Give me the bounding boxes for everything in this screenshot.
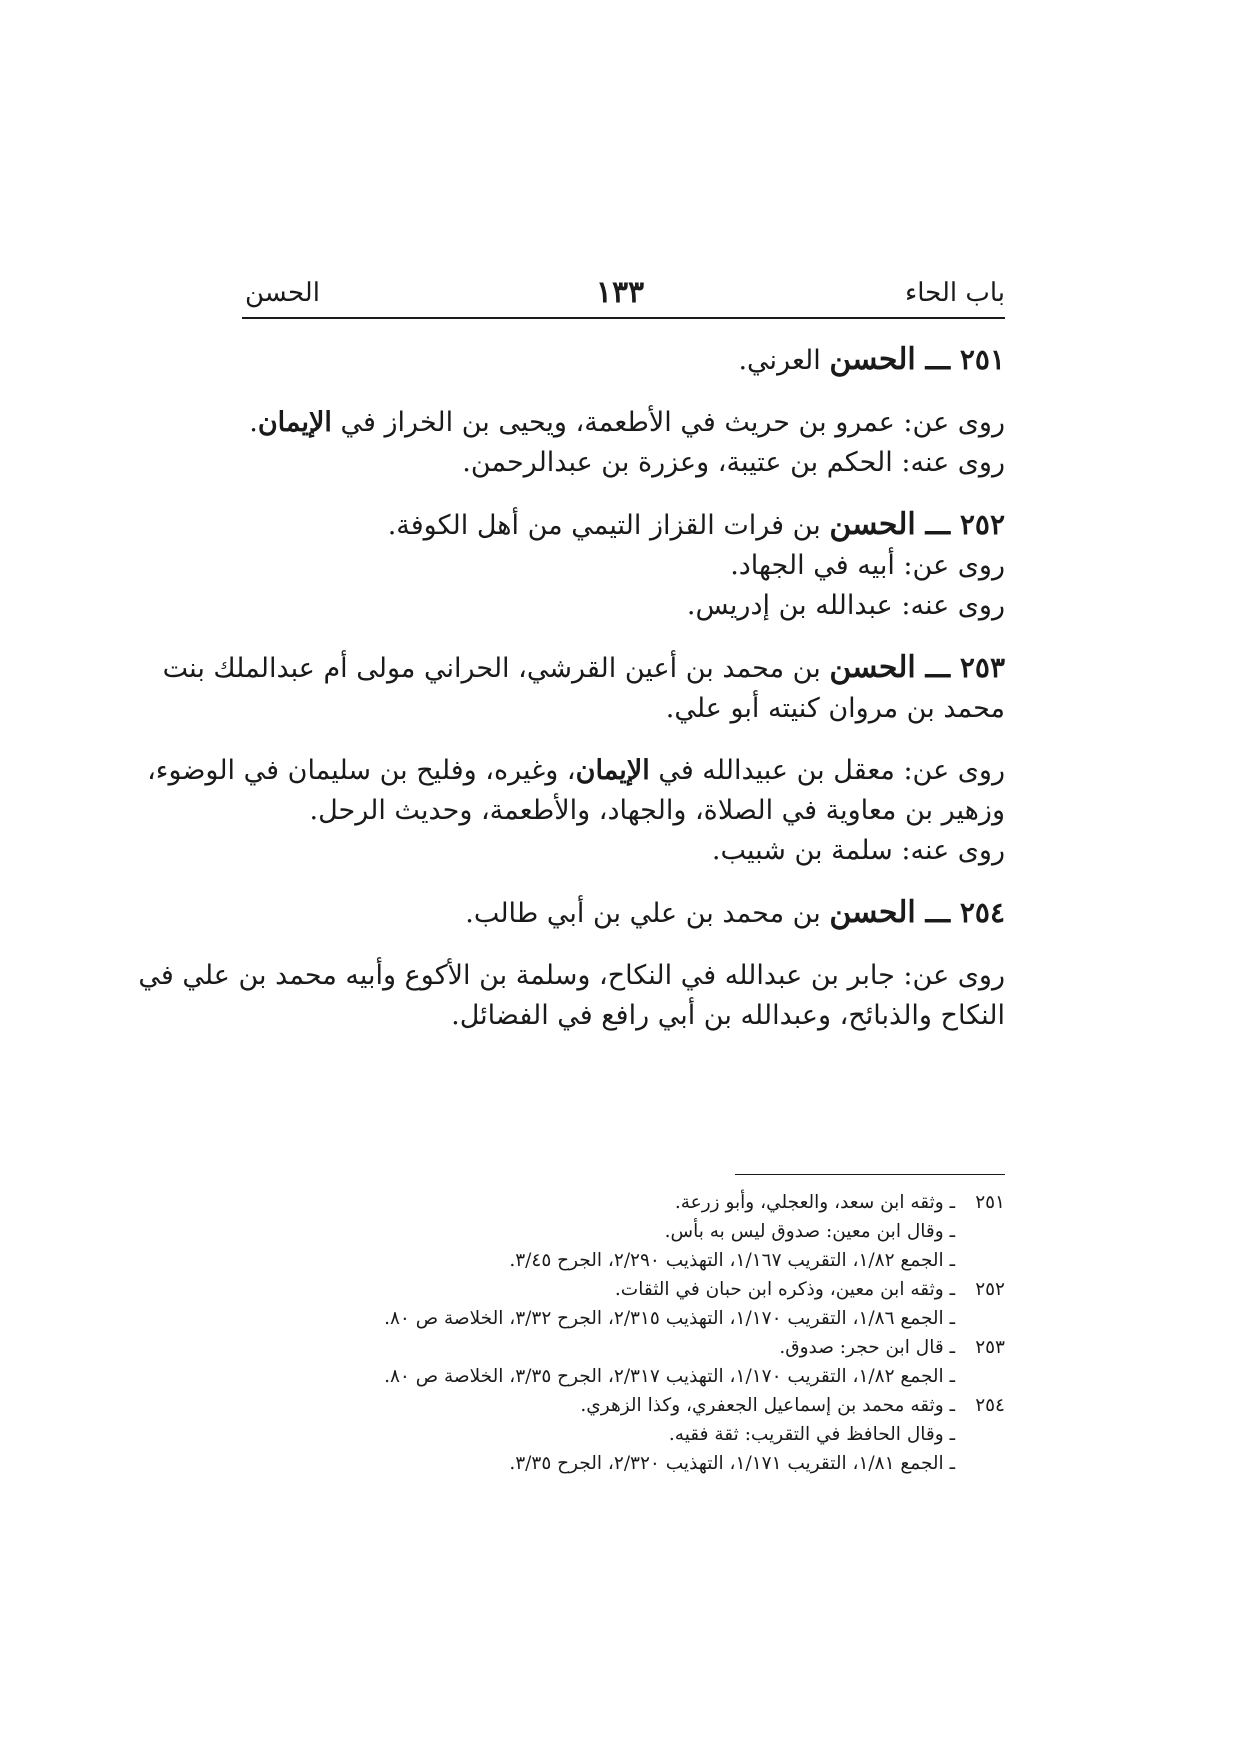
entry-dash: ـــ xyxy=(915,651,960,684)
footnote-text: ـ وقال الحافظ في التقريب: ثقة فقيه. xyxy=(668,1424,955,1445)
footnote-line xyxy=(242,1391,1005,1420)
text-segment: روى عن: عمرو بن حريث في الأطعمة، ويحيى بن الخراز في xyxy=(331,407,1005,438)
entry-number: ٢٥١ xyxy=(959,343,1005,376)
bold-term: الإيمان xyxy=(575,755,650,786)
text-segment: روى عنه: عبدالله بن إدريس. xyxy=(686,590,1005,621)
footnote-rule xyxy=(735,1174,1005,1175)
paragraph-gap xyxy=(242,381,1005,403)
text-line xyxy=(242,996,1005,1036)
paragraph-gap xyxy=(242,934,1005,956)
footnote-line xyxy=(242,1420,1005,1449)
footnote-text: ـ الجمع ١/٨٦، التقريب ١/١٧٠، التهذيب ٢/٣١٥، الجرح ٣/٣٢، الخلاصة ص ٨٠. xyxy=(384,1308,955,1329)
footnote-number: ٢٥٢ xyxy=(975,1279,1005,1300)
entry-name: الحسن xyxy=(829,895,916,930)
text-segment: ، وغيره، وفليح بن سليمان في الوضوء، xyxy=(147,755,576,786)
entry-name: الحسن xyxy=(829,342,916,377)
text-segment: روى عنه: الحكم بن عتيبة، وعزرة بن عبدالرحمن. xyxy=(462,447,1005,478)
text-line xyxy=(242,546,1005,586)
text-line xyxy=(138,956,1005,996)
text-line xyxy=(242,831,1005,871)
footnote-text: ـ قال ابن حجر: صدوق. xyxy=(779,1337,955,1358)
entry-number: ٢٥٢ xyxy=(959,508,1005,541)
footnote-text: ـ وثقه ابن سعد، والعجلي، وأبو زرعة. xyxy=(674,1192,955,1213)
text-line xyxy=(242,791,1005,831)
text-segment: محمد بن مروان كنيته أبو علي. xyxy=(665,693,1005,724)
text-segment: النكاح والذبائح، وعبدالله بن أبي رافع في الفضائل. xyxy=(451,1000,1005,1031)
footnote-text: ـ وقال ابن معين: صدوق ليس به بأس. xyxy=(664,1221,955,1242)
footnotes xyxy=(242,1188,1005,1478)
paragraph-gap xyxy=(242,729,1005,751)
text-segment: روى عن: معقل بن عبيدالله في xyxy=(649,755,1005,786)
entry-description: بن محمد بن أعين القرشي، الحراني مولى أم عبدالملك بنت xyxy=(162,653,830,684)
text-line xyxy=(242,403,1005,443)
text-line xyxy=(242,586,1005,626)
entry-name: الحسن xyxy=(829,650,916,685)
main-text xyxy=(138,340,1005,1036)
footnote-number: ٢٥٣ xyxy=(975,1337,1005,1358)
entry-dash: ـــ xyxy=(915,896,960,929)
footnote-line xyxy=(242,1333,1005,1362)
footnote-text: ـ وثقه ابن معين، وذكره ابن حبان في الثقات. xyxy=(614,1279,955,1300)
page-number: ١٣٣ xyxy=(595,275,645,310)
footnote-number: ٢٥٤ xyxy=(975,1395,1005,1416)
text-segment: . xyxy=(249,407,258,438)
footnote-text: ـ الجمع ١/٨٢، التقريب ١/١٦٧، التهذيب ٢/٢٩٠، الجرح ٣/٤٥. xyxy=(509,1250,955,1271)
footnote-line xyxy=(242,1362,1005,1391)
footnote-line xyxy=(242,1246,1005,1275)
text-segment: وزهير بن معاوية في الصلاة، والجهاد، والأطعمة، وحديث الرحل. xyxy=(309,795,1005,826)
footnote-number: ٢٥١ xyxy=(975,1192,1005,1213)
entry-name: الحسن xyxy=(829,507,916,542)
entry-number: ٢٥٤ xyxy=(959,896,1005,929)
text-segment: روى عنه: سلمة بن شبيب. xyxy=(711,835,1005,866)
entry-description: العرني. xyxy=(738,345,830,376)
header-rule xyxy=(242,317,1005,319)
bold-term: الإيمان xyxy=(257,407,332,438)
text-line xyxy=(242,689,1005,729)
entry-number: ٢٥٣ xyxy=(959,651,1005,684)
footnote-text: ـ الجمع ١/٨٢، التقريب ١/١٧٠، التهذيب ٢/٣١٧، الجرح ٣/٣٥، الخلاصة ص ٨٠. xyxy=(384,1366,955,1387)
paragraph-gap xyxy=(242,871,1005,893)
paragraph-gap xyxy=(242,626,1005,648)
entry-description: بن فرات القزاز التيمي من أهل الكوفة. xyxy=(387,510,830,541)
running-head: الحسن xyxy=(245,278,320,308)
text-line xyxy=(242,443,1005,483)
footnote-line xyxy=(242,1188,1005,1217)
entry-description: بن محمد بن علي بن أبي طالب. xyxy=(465,898,830,929)
paragraph-gap xyxy=(242,483,1005,505)
footnote-text: ـ وثقه محمد بن إسماعيل الجعفري، وكذا الزهري. xyxy=(580,1395,955,1416)
entry-heading xyxy=(242,340,1005,381)
text-line xyxy=(147,751,1005,791)
entry-dash: ـــ xyxy=(915,508,960,541)
chapter-title: باب الحاء xyxy=(905,278,1005,308)
footnote-text: ـ الجمع ١/٨١، التقريب ١/١٧١، التهذيب ٢/٣٢٠، الجرح ٣/٣٥. xyxy=(509,1453,955,1474)
text-segment: روى عن: أبيه في الجهاد. xyxy=(730,550,1005,581)
entry-dash: ـــ xyxy=(915,343,960,376)
entry-heading xyxy=(162,648,1005,689)
footnote-line xyxy=(242,1217,1005,1246)
text-segment: روى عن: جابر بن عبدالله في النكاح، وسلمة بن الأكوع وأبيه محمد بن علي في xyxy=(138,960,1005,991)
entry-heading xyxy=(242,893,1005,934)
footnote-line xyxy=(242,1275,1005,1304)
entry-heading xyxy=(242,505,1005,546)
footnote-line xyxy=(242,1304,1005,1333)
footnote-line xyxy=(242,1449,1005,1478)
